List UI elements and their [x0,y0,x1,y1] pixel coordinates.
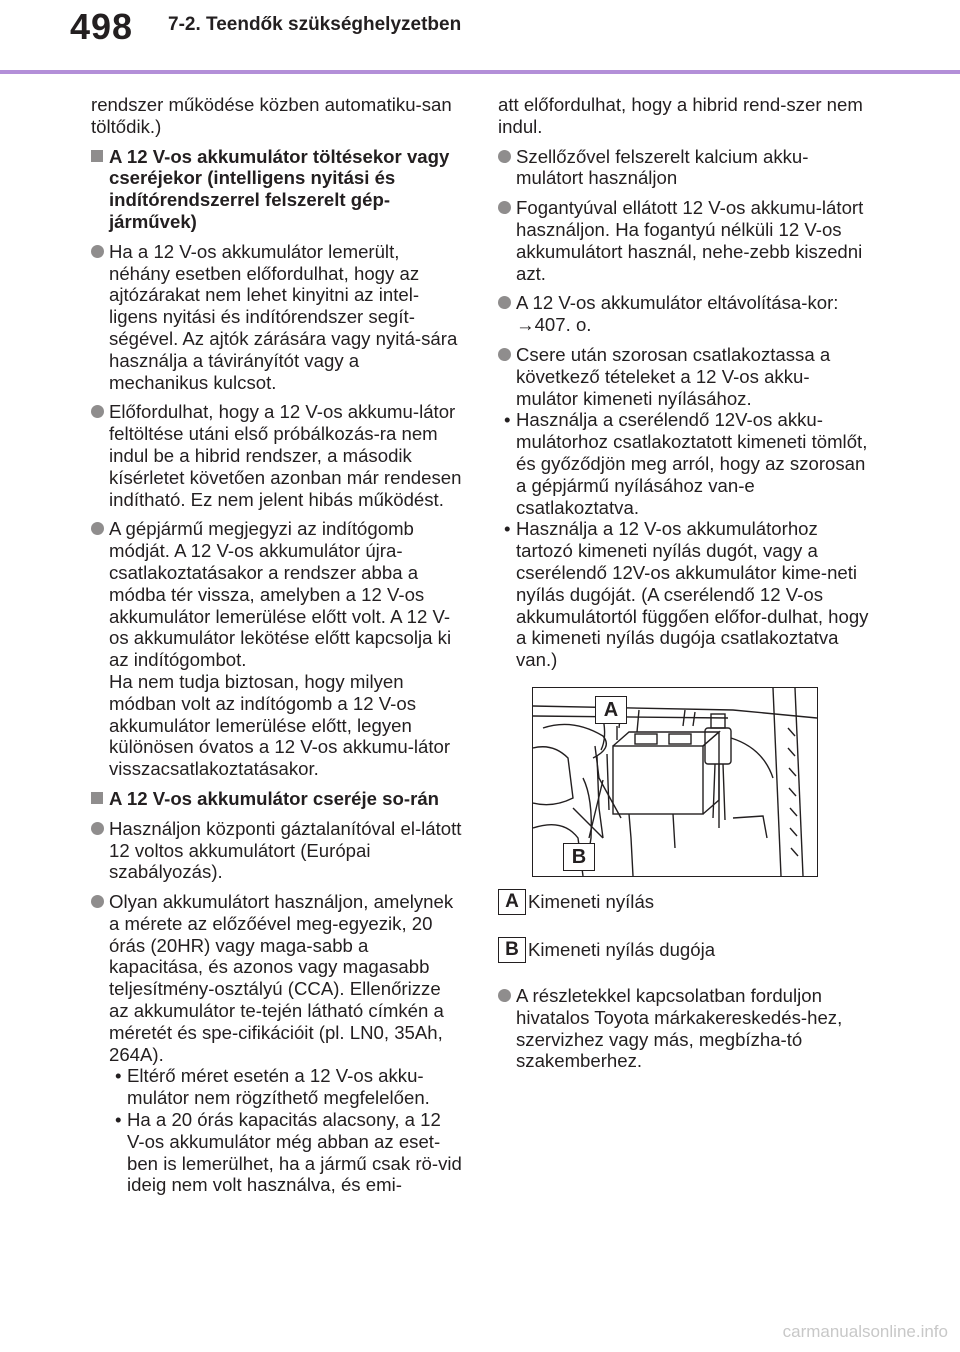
sub-item: • Ha a 20 órás kapacitás alacsony, a 12 V-os akkumulátor még abban az eset-ben is lemerülhet, ha a jármű csak rö-vid ideig nem volt használva, és emi- [115,1109,462,1196]
list-item: A részletekkel kapcsolatban forduljon hivatalos Toyota márkakereskedés-hez, szervizhez vagy más, megbízha-tó szakemberhez. [498,985,870,1072]
right-column [498,94,870,1080]
sub-item: • Használja a cserélendő 12V-os akku-mulátorhoz csatlakoztatott kimeneti tömlőt, és győződjön meg arról, hogy az szorosan a gépjármű nyílásához van-e csatlakoztatva. [504,409,868,518]
callout-a: A [595,696,627,724]
legend-item-b [498,937,870,965]
circle-bullet-icon [498,989,511,1002]
list-item: Olyan akkumulátort használjon, amelynek a mérete az előzőével meg-egyezik, 20 órás (20HR) vagy maga-sabb a kapacitása, és azonos vagy magasabb teljesítmény-osztályú (CCA). Ellenőrizze az akkumulátor te-tején látható címkén a méretét és spe-cifikációit (pl. LN0, 35Ah, 264A). • Eltérő méret esetén a 12 V-os akku-mulátor nem rögzíthető megfelelően. • Ha a 20 órás kapacitás alacsony, a 12 V-os akkumulátor még abban az eset-ben is lemerülhet, ha a jármű csak rö-vid ideig nem volt használva, és emi- [91,891,463,1196]
circle-bullet-icon [498,348,511,361]
legend-item-a [498,889,870,917]
circle-bullet-icon [498,150,511,163]
list-item: Szellőzővel felszerelt kalcium akku-mulátort használjon [498,146,870,190]
page-number: 498 [70,6,134,47]
sub-item: • Használja a 12 V-os akkumulátorhoz tartozó kimeneti nyílás dugót, vagy a cserélendő 12V-os akkumulátor kime-neti nyílás dugóját. (A cserélendő 12 V-os akkumulátortól függően előfor-dulhat, hogy a kimeneti nyílás dugója csatlakoztatva van.) [504,518,869,671]
list-item: Csere után szorosan csatlakoztassa a következő tételeket a 12 V-os akku-mulátor kimeneti nyílásához. • Használja a cserélendő 12V-os akku-mulátorhoz csatlakoztatott kimeneti tömlőt, és győződjön meg arról, hogy az szorosan a gépjármű nyílásához van-e csatlakoztatva. • Használja a 12 V-os akkumulátorhoz tartozó kimeneti nyílás dugót, vagy a cserélendő 12V-os akkumulátor kime-neti nyílás dugóját. (A cserélendő 12 V-os akkumulátortól függően előfor-dulhat, hogy a kimeneti nyílás dugója csatlakoztatva van.) [498,344,870,671]
callout-b: B [563,843,595,871]
watermark: carmanualsonline.info [782,1322,948,1341]
sub-item: • Eltérő méret esetén a 12 V-os akku-mulátor nem rögzíthető megfelelően. [115,1065,430,1109]
list-item-extra: Ha nem tudja biztosan, hogy milyen módban volt az indítógomb a 12 V-os akkumulátor lemerülése előtt, legyen különösen óvatos a 12 V-os akkumu-látor visszacsatlakoztatásakor. [109,670,451,780]
circle-bullet-icon [498,201,511,214]
circle-bullet-icon [91,405,104,418]
legend-key-a: A [498,889,526,915]
legend-key-b: B [498,937,526,963]
list-item: Használjon központi gáztalanítóval el-látott 12 voltos akkumulátort (Európai szabályozás). [91,818,463,883]
circle-bullet-icon [91,822,104,835]
circle-bullet-icon [498,296,511,309]
battery-illustration [532,687,818,877]
page-header [0,0,960,78]
legend-label-b: Kimeneti nyílás dugója [528,938,716,960]
circle-bullet-icon [91,522,104,535]
list-item: Előfordulhat, hogy a 12 V-os akkumu-látor feltöltése utáni első próbálkozás-ra nem indul be a hibrid rendszer, a második kísérletet követően azonban már rendesen indítható. Ez nem jelent hibás működést. [91,401,463,510]
section-title: 7-2. Teendők szükséghelyzetben [168,14,462,35]
list-item: Ha a 12 V-os akkumulátor lemerült, néhány esetben előfordulhat, hogy az ajtózárakat nem lehet kinyitni az intel-ligens nyitási és indítórendszer segít-ségével. Az ajtók zárására vagy nyitá-sára használja a távirányítót vagy a mechanikus kulcsot. [91,241,463,394]
header-rule [0,70,960,74]
circle-bullet-icon [91,245,104,258]
legend-label-a: Kimeneti nyílás [528,890,655,912]
heading-replacement: A 12 V-os akkumulátor cseréje so-rán [91,788,463,810]
list-item: A gépjármű megjegyzi az indítógomb módját. A 12 V-os akkumulátor újra-csatlakoztatásakor a rendszer abba a módba tér vissza, amelyben a 12 V-os akkumulátor lemerülése előtt volt. A 12 V-os akkumulátor lekötése előtt kapcsolja ki az indítógombot. Ha nem tudja biztosan, hogy milyen módban volt az indítógomb a 12 V-os akkumulátor lemerülése előtt, legyen különösen óvatos a 12 V-os akkumu-látor visszacsatlakoztatásakor. [91,518,463,780]
circle-bullet-icon [91,895,104,908]
left-column [91,94,463,1204]
square-bullet-icon [91,150,103,162]
heading-charging: A 12 V-os akkumulátor töltésekor vagy cseréjekor (intelligens nyitási és indítórendszerrel felszerelt gép-járművek) [91,146,463,233]
list-item: A 12 V-os akkumulátor eltávolítása-kor: →407. o. [498,292,870,336]
continued-text: att előfordulhat, hogy a hibrid rend-szer nem indul. [498,94,863,137]
list-item: Fogantyúval ellátott 12 V-os akkumu-látort használjon. Ha fogantyú nélküli 12 V-os akkumulátort használ, nehe-zebb kiszedni azt. [498,197,870,284]
square-bullet-icon [91,792,103,804]
intro-text: rendszer működése közben automatiku-san töltődik.) [91,94,452,137]
